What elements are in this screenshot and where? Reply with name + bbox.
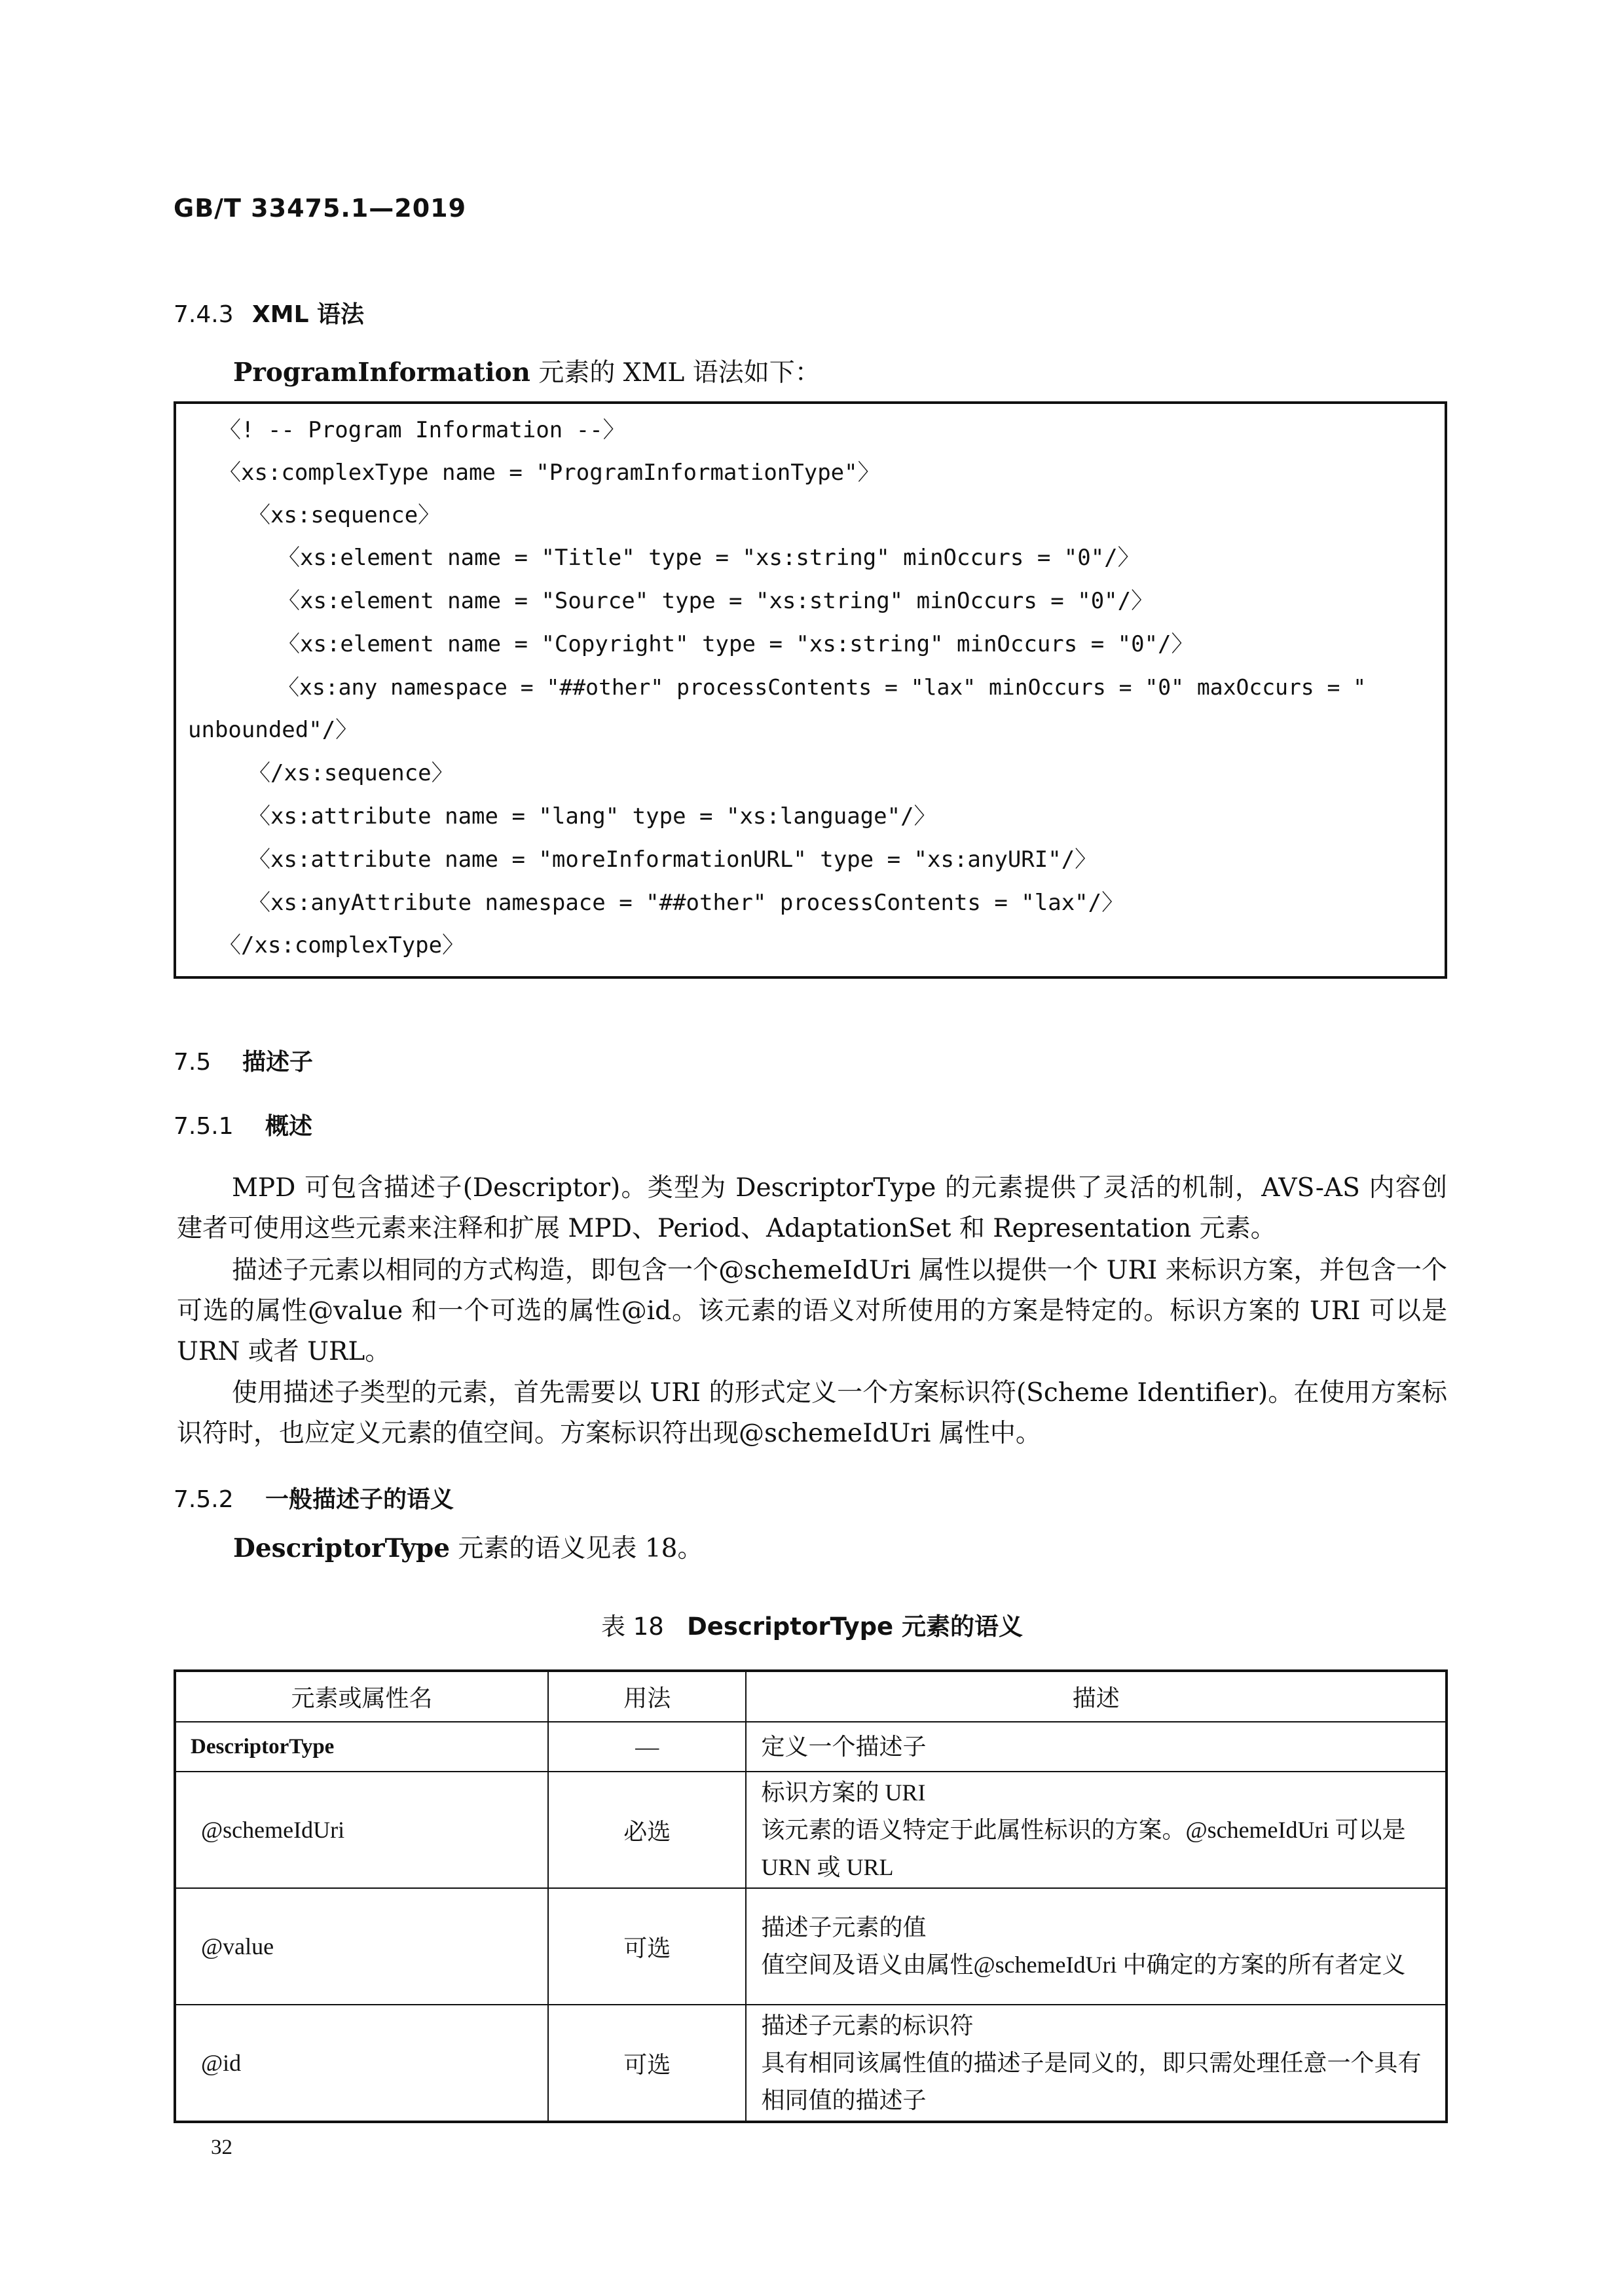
section-title: 一般描述子的语义 [265,1486,454,1513]
section-title: 概述 [265,1113,313,1140]
xml-code-block [174,401,1447,979]
table-row [175,1722,1447,1772]
table-number: 表 18 [600,1613,664,1641]
intro-text: 元素的语义见表 18。 [450,1534,703,1563]
section-heading-7-5-1 [174,1108,312,1141]
section-heading-7-5 [174,1044,313,1077]
code-line: 〈xs:anyAttribute namespace = "##other" processContents = "lax"/〉 [248,890,1124,916]
table-cell-name: @id [175,2005,548,2122]
table-title: DescriptorType 元素的语义 [687,1613,1024,1641]
desc-line: 值空间及语义由属性@schemeIdUri 中确定的方案的所有者定义 [761,1952,1406,1978]
paragraph: 描述子元素以相同的方式构造，即包含一个@schemeIdUri 属性以提供一个 URI 来标识方案，并包含一个可选的属性@value 和一个可选的属性@id。该元素的语义对所使用的方案是特定的。标识方案的 URI 可以是 URN 或者 URL。 [177,1256,1447,1366]
code-line: 〈xs:element name = "Title" type = "xs:string" minOccurs = "0"/〉 [278,545,1140,571]
table-cell-usage: 可选 [548,2005,746,2122]
semantics-table [174,1669,1448,2123]
section-heading-7-4-3 [174,296,364,329]
code-line: 〈xs:element name = "Source" type = "xs:string" minOccurs = "0"/〉 [278,588,1154,614]
table-row [175,2005,1447,2122]
table-cell-name: @value [175,1888,548,2005]
desc-line: 标识方案的 URI [761,1779,926,1806]
code-line: 〈! -- Program Information --〉 [219,417,625,443]
paragraph: MPD 可包含描述子(Descriptor)。类型为 DescriptorType 的元素提供了灵活的机制，AVS-AS 内容创建者可使用这些元素来注释和扩展 MPD、Period、AdaptationSet 和 Representation 元素。 [177,1173,1447,1243]
section-number: 7.5.1 [174,1113,234,1140]
column-header: 描述 [746,1671,1447,1722]
section-title: XML 语法 [252,301,365,328]
code-line: 〈xs:sequence〉 [248,502,441,528]
code-line: 〈xs:any namespace = "##other" processContents = "lax" minOccurs = "0" maxOccurs = " [278,674,1367,700]
desc-line: 定义一个描述子 [761,1733,927,1760]
desc-line: 描述子元素的值 [761,1914,927,1941]
paragraph: 使用描述子类型的元素，首先需要以 URI 的形式定义一个方案标识符(Scheme Identifier)。在使用方案标识符时，也应定义元素的值空间。方案标识符出现@schemeIdUri 属性中。 [177,1378,1447,1448]
table-cell-name: @schemeIdUri [175,1772,548,1888]
desc-line: 该元素的语义特定于此属性标识的方案。@schemeIdUri 可以是 URN 或 URL [761,1816,1406,1880]
page-number: 32 [211,2136,232,2159]
table-reference-intro [233,1528,1445,1569]
table-row [175,1772,1447,1888]
section-number: 7.5 [174,1049,212,1076]
desc-line: 具有相同该属性值的描述子是同义的，即只需处理任意一个具有相同值的描述子 [761,2049,1422,2113]
table-cell-desc [746,1888,1447,2005]
code-line: 〈xs:attribute name = "lang" type = "xs:language"/〉 [248,803,936,829]
table-cell-name: DescriptorType [175,1722,548,1772]
code-line: unbounded"/〉 [188,717,358,743]
desc-line: 描述子元素的标识符 [761,2012,974,2039]
table-cell-usage: 可选 [548,1888,746,2005]
code-line: 〈/xs:complexType〉 [219,932,465,958]
section-title: 描述子 [242,1049,314,1076]
section-number: 7.4.3 [174,301,234,328]
intro-text: 元素的 XML 语法如下： [530,358,821,388]
standard-code: GB/T 33475.1—2019 [174,194,467,223]
table-cell-desc [746,1772,1447,1888]
code-line: 〈xs:complexType name = "ProgramInformationType"〉 [219,460,880,486]
element-name: ProgramInformation [233,357,530,388]
table-cell-usage: — [548,1722,746,1772]
section-heading-7-5-2 [174,1481,454,1514]
table-header-row [175,1671,1447,1722]
table-cell-desc [746,2005,1447,2122]
code-line: 〈xs:element name = "Copyright" type = "xs:string" minOccurs = "0"/〉 [278,631,1194,657]
element-name: DescriptorType [233,1533,451,1563]
column-header: 用法 [548,1671,746,1722]
code-line: 〈xs:attribute name = "moreInformationURL" type = "xs:anyURI"/〉 [248,847,1098,873]
table-row [175,1888,1447,2005]
table-cell-usage: 必选 [548,1772,746,1888]
table-caption [0,1607,1624,1642]
xml-syntax-intro [233,352,1445,393]
table-cell-desc [746,1722,1447,1772]
section-number: 7.5.2 [174,1486,234,1513]
column-header: 元素或属性名 [175,1671,548,1722]
code-line: 〈/xs:sequence〉 [248,760,454,786]
